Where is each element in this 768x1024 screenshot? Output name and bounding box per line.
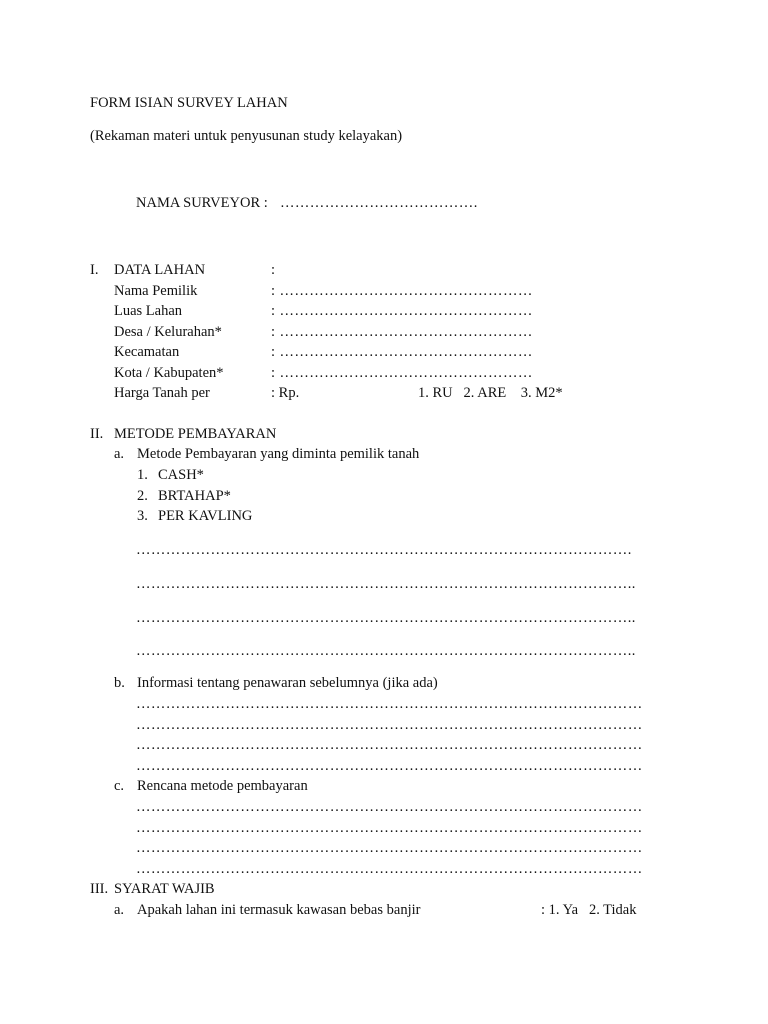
field-label-harga: Harga Tanah per	[114, 385, 210, 401]
item-text-a: Metode Pembayaran yang diminta pemilik tanah	[137, 446, 420, 462]
answer-line[interactable]: ………………………………………………………………………………………..	[136, 576, 636, 592]
option-number: 1.	[137, 467, 148, 483]
section-number: III.	[90, 881, 109, 897]
answer-line[interactable]: …………………………………………………………………………………………	[136, 840, 643, 856]
field-harga-unit-options[interactable]: 1. RU 2. ARE 3. M2*	[418, 385, 563, 401]
field-label-luas-lahan: Luas Lahan	[114, 303, 183, 319]
form-title: FORM ISIAN SURVEY LAHAN	[90, 95, 288, 111]
field-kota[interactable]: : ……………………………………………	[271, 365, 533, 381]
item-letter-a: a.	[114, 902, 125, 918]
field-label-kecamatan: Kecamatan	[114, 344, 180, 360]
answer-line[interactable]: …………………………………………………………………………………………	[136, 737, 643, 753]
field-kecamatan[interactable]: : ……………………………………………	[271, 344, 533, 360]
field-label-nama-pemilik: Nama Pemilik	[114, 283, 198, 299]
answer-line[interactable]: ………………………………………………………………………………………..	[136, 610, 636, 626]
field-harga-prefix[interactable]: : Rp.	[271, 385, 300, 401]
option-per-kavling[interactable]: PER KAVLING	[158, 508, 253, 524]
item-text-a: Apakah lahan ini termasuk kawasan bebas banjir	[137, 902, 421, 918]
answer-line[interactable]: …………………………………………………………………………………………	[136, 861, 643, 877]
item-text-b: Informasi tentang penawaran sebelumnya (jika ada)	[137, 675, 438, 691]
section-number: I.	[90, 262, 99, 278]
surveyor-field[interactable]: ………………………………….	[280, 195, 478, 211]
section-title: DATA LAHAN	[114, 262, 206, 278]
item-letter-b: b.	[114, 675, 125, 691]
option-number: 3.	[137, 508, 148, 524]
field-label-desa: Desa / Kelurahan*	[114, 324, 222, 340]
section-title-colon: :	[271, 262, 276, 278]
answer-line[interactable]: ……………………………………………………………………………………….	[136, 542, 632, 558]
item-text-c: Rencana metode pembayaran	[137, 778, 308, 794]
answer-line[interactable]: …………………………………………………………………………………………	[136, 820, 643, 836]
form-subtitle: (Rekaman materi untuk penyusunan study kelayakan)	[90, 128, 403, 144]
answer-line[interactable]: ………………………………………………………………………………………..	[136, 643, 636, 659]
field-luas-lahan[interactable]: : ……………………………………………	[271, 303, 533, 319]
answer-line[interactable]: …………………………………………………………………………………………	[136, 717, 643, 733]
field-nama-pemilik[interactable]: : ……………………………………………	[271, 283, 533, 299]
section-title: METODE PEMBAYARAN	[114, 426, 277, 442]
answer-line[interactable]: …………………………………………………………………………………………	[136, 799, 643, 815]
option-number: 2.	[137, 488, 148, 504]
surveyor-label: NAMA SURVEYOR :	[136, 195, 268, 211]
item-letter-a: a.	[114, 446, 125, 462]
answer-line[interactable]: …………………………………………………………………………………………	[136, 696, 643, 712]
answer-line[interactable]: …………………………………………………………………………………………	[136, 758, 643, 774]
option-bertahap[interactable]: BRTAHAP*	[158, 488, 231, 504]
section-number: II.	[90, 426, 104, 442]
section-title: SYARAT WAJIB	[114, 881, 215, 897]
answer-banjir-options[interactable]: : 1. Ya 2. Tidak	[541, 902, 637, 918]
field-desa[interactable]: : ……………………………………………	[271, 324, 533, 340]
option-cash[interactable]: CASH*	[158, 467, 204, 483]
item-letter-c: c.	[114, 778, 125, 794]
field-label-kota: Kota / Kabupaten*	[114, 365, 224, 381]
